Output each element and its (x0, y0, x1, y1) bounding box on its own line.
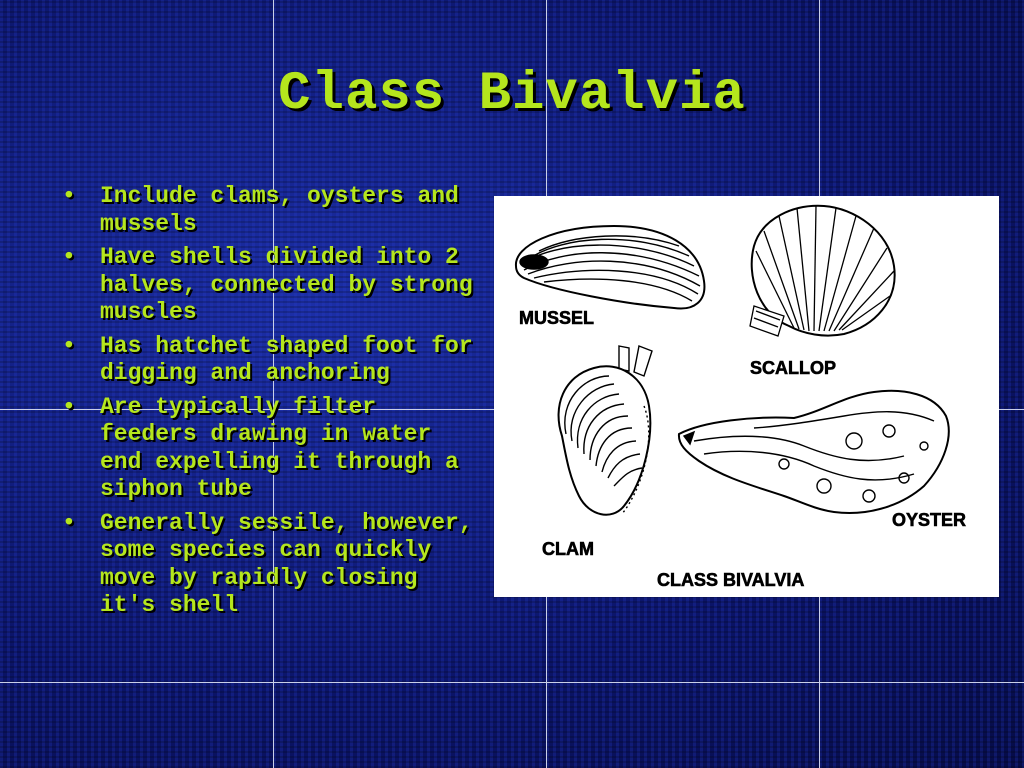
bullet-marker: • (62, 183, 76, 209)
oyster-drawing (679, 391, 949, 513)
scallop-label: SCALLOP (750, 358, 837, 378)
bullet-marker: • (62, 393, 76, 420)
bullet-text: Include clams, oysters and mussels (100, 183, 459, 237)
figure-caption: CLASS BIVALVIA (657, 570, 805, 590)
clam-label: CLAM (542, 539, 594, 559)
bivalve-drawing (494, 196, 999, 597)
bullet-text: Have shells divided into 2 halves, connected by strong muscles (100, 244, 473, 325)
bullet-marker: • (62, 244, 76, 270)
mussel-drawing (516, 226, 705, 309)
bullet-text: Generally sessile, however, some species can quickly move by rapidly closing it's shell (100, 509, 473, 618)
bivalve-illustration (494, 196, 999, 597)
bullet-text: Has hatchet shaped foot for digging and anchoring (100, 332, 473, 386)
bullet-item (62, 510, 482, 620)
bullet-text: Are typically filter feeders drawing in water end expelling it through a siphon tube (100, 393, 459, 502)
bullet-item (62, 183, 482, 238)
bullet-list (62, 183, 482, 626)
bullet-item (62, 333, 482, 388)
slide-title: Class Bivalvia (278, 64, 746, 125)
clam-drawing (559, 346, 652, 515)
grid-line (0, 682, 1024, 683)
oyster-label: OYSTER (892, 510, 967, 530)
bullet-marker: • (62, 509, 76, 536)
bullet-marker: • (62, 332, 76, 359)
bullet-item (62, 394, 482, 504)
bullet-item (62, 244, 482, 327)
scallop-drawing (750, 206, 895, 336)
mussel-label: MUSSEL (519, 308, 595, 328)
